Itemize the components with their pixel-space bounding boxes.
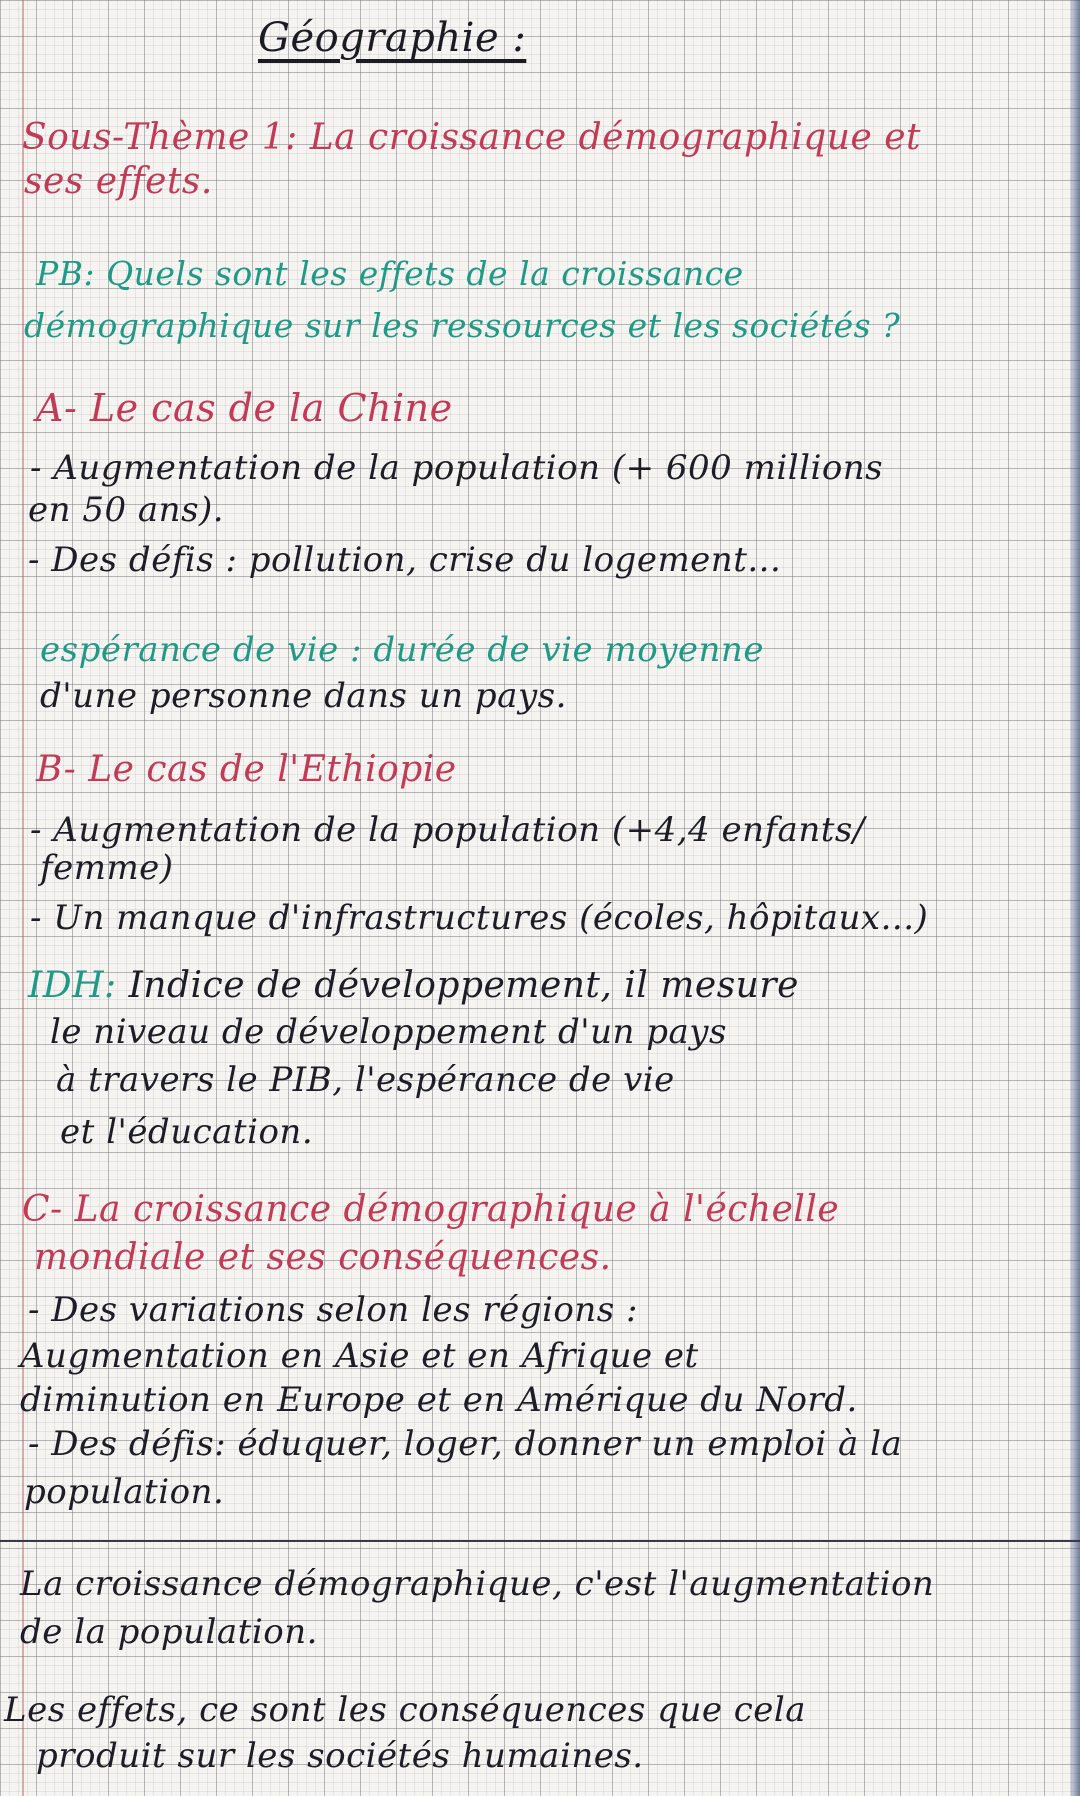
section-a-line-3: - Des défis : pollution, crise du logement... (28, 540, 782, 580)
problematique-line-1: PB: Quels sont les effets de la croissance (36, 254, 744, 293)
section-c-heading-1: C- La croissance démographique à l'échelle (22, 1189, 840, 1230)
page-title: Géographie : (258, 15, 527, 61)
idh-term: IDH: (28, 965, 117, 1006)
section-b-line-2: femme) (40, 848, 174, 888)
definition-idh-line-2: le niveau de développement d'un pays (50, 1012, 727, 1052)
idh-definition: Indice de développement, il mesure (128, 965, 799, 1006)
margin-line (22, 0, 24, 1796)
section-b-line-1: - Augmentation de la population (+4,4 enfants/ (30, 810, 865, 850)
section-b-heading: B- Le cas de l'Ethiopie (36, 749, 457, 790)
section-c-line-4: - Des défis: éduquer, loger, donner un emploi à la (28, 1424, 903, 1464)
section-c-heading-2: mondiale et ses conséquences. (34, 1237, 612, 1278)
section-a-line-1: - Augmentation de la population (+ 600 millions (30, 448, 884, 488)
section-c-line-3: diminution en Europe et en Amérique du Nord. (20, 1380, 858, 1420)
section-c-line-5: population. (24, 1472, 225, 1512)
subtheme-line-1: Sous-Thème 1: La croissance démographique et (22, 117, 921, 158)
definition-idh-line-1 (28, 966, 799, 1006)
section-a-line-2: en 50 ans). (28, 490, 225, 530)
section-c-line-1: - Des variations selon les régions : (28, 1290, 638, 1330)
conclusion-line-3: Les effets, ce sont les conséquences que cela (4, 1690, 807, 1730)
definition-esperance-line-2: d'une personne dans un pays. (40, 676, 567, 716)
definition-idh-line-3: à travers le PIB, l'espérance de vie (56, 1060, 675, 1100)
definition-esperance-line-1: espérance de vie : durée de vie moyenne (40, 630, 764, 670)
section-c-line-2: Augmentation en Asie et en Afrique et (20, 1336, 699, 1376)
section-b-line-3: - Un manque d'infrastructures (écoles, hôpitaux...) (30, 898, 929, 938)
problematique-line-2: démographique sur les ressources et les sociétés ? (24, 306, 901, 345)
definition-idh-line-4: et l'éducation. (60, 1112, 314, 1152)
page-edge (1070, 0, 1080, 1796)
conclusion-line-1: La croissance démographique, c'est l'augmentation (20, 1564, 935, 1604)
section-a-heading: A- Le cas de la Chine (36, 386, 453, 430)
conclusion-line-4: produit sur les sociétés humaines. (36, 1736, 644, 1776)
subtheme-line-2: ses effets. (24, 161, 213, 202)
separator-line (0, 1540, 1080, 1542)
conclusion-line-2: de la population. (20, 1612, 318, 1652)
